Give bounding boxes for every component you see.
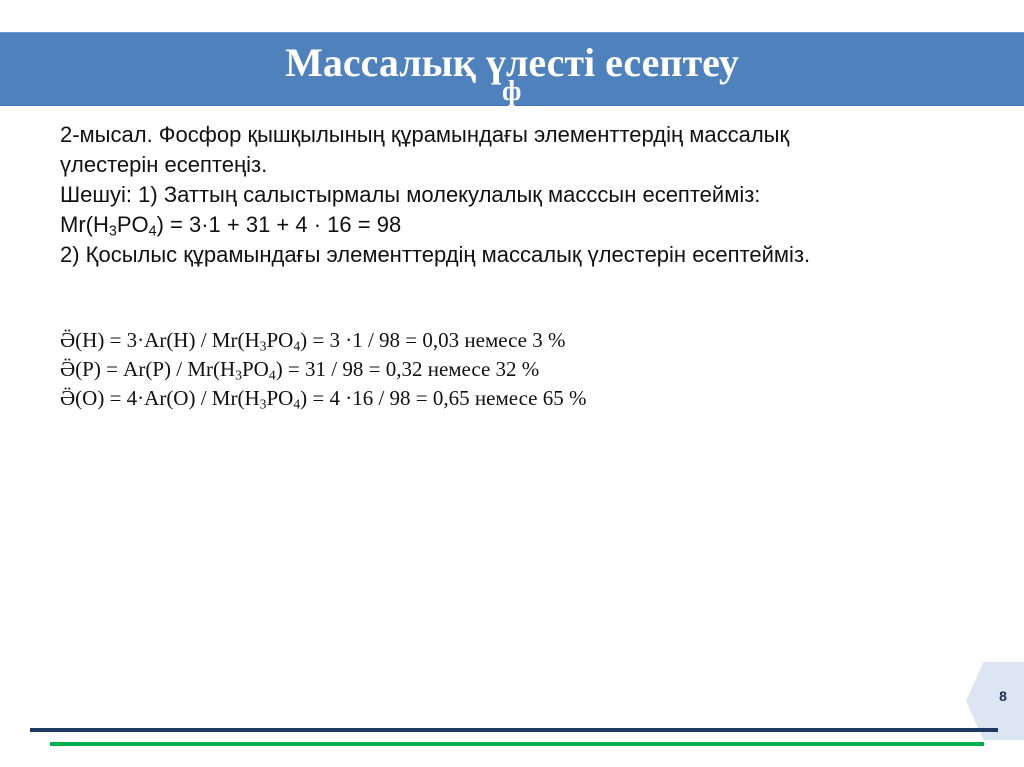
calc-subscript: 4 bbox=[293, 338, 301, 354]
calc-part: Ӛ(H) = 3·Ar(H) / Mr(H bbox=[60, 328, 260, 352]
calc-subscript: 4 bbox=[293, 396, 301, 412]
calc-hydrogen bbox=[60, 326, 980, 355]
calc-part: PO bbox=[266, 328, 294, 352]
footer-rule-navy bbox=[30, 728, 998, 732]
calc-part: PO bbox=[242, 357, 269, 381]
eq-subscript: 4 bbox=[148, 223, 157, 240]
calc-part: Ӛ(P) = Ar(P) / Mr(H bbox=[60, 357, 236, 381]
calc-phosphorus bbox=[60, 355, 980, 384]
eq-part: Mr(H bbox=[60, 212, 109, 237]
calc-subscript: 3 bbox=[235, 367, 242, 383]
calc-subscript: 3 bbox=[259, 338, 267, 354]
calc-part: Ӛ(O) = 4·Ar(O) / Mr(H bbox=[60, 386, 260, 410]
molar-mass-equation bbox=[60, 210, 980, 240]
slide-title: Массалық үлесті есептеу bbox=[285, 40, 739, 85]
mass-fraction-calculations bbox=[60, 326, 980, 413]
calc-part: ) = 31 / 98 = 0,32 немесе 32 % bbox=[275, 357, 540, 381]
calc-part: PO bbox=[266, 386, 294, 410]
title-overflow-fragment bbox=[502, 76, 530, 107]
problem-text bbox=[60, 120, 980, 270]
eq-part: PO bbox=[116, 212, 149, 237]
calc-part: ) = 4 ·16 / 98 = 0,65 немесе 65 % bbox=[300, 386, 587, 410]
body-line-1: 2-мысал. Фосфор қышқылының құрамындағы элементтердің массалық bbox=[60, 122, 790, 147]
body-line-3: Шешуі: 1) Заттың салыстырмалы молекулалық масссын есептейміз: bbox=[60, 182, 761, 207]
page-number: 8 bbox=[999, 688, 1007, 704]
footer-rule-green bbox=[50, 742, 984, 746]
eq-part: ) = 3·1 + 31 + 4 · 16 = 98 bbox=[156, 212, 402, 237]
body-line-2: үлестерін есептеңіз. bbox=[60, 152, 268, 177]
calc-oxygen bbox=[60, 384, 980, 413]
eq-subscript: 3 bbox=[108, 223, 117, 240]
body-line-5: 2) Қосылыс құрамындағы элементтердің массалық үлестерін есептейміз. bbox=[60, 242, 811, 267]
title-overflow-text: ф bbox=[502, 76, 522, 107]
calc-part: ) = 3 ·1 / 98 = 0,03 немесе 3 % bbox=[300, 328, 566, 352]
calc-subscript: 4 bbox=[268, 367, 276, 383]
calc-subscript: 3 bbox=[259, 396, 267, 412]
